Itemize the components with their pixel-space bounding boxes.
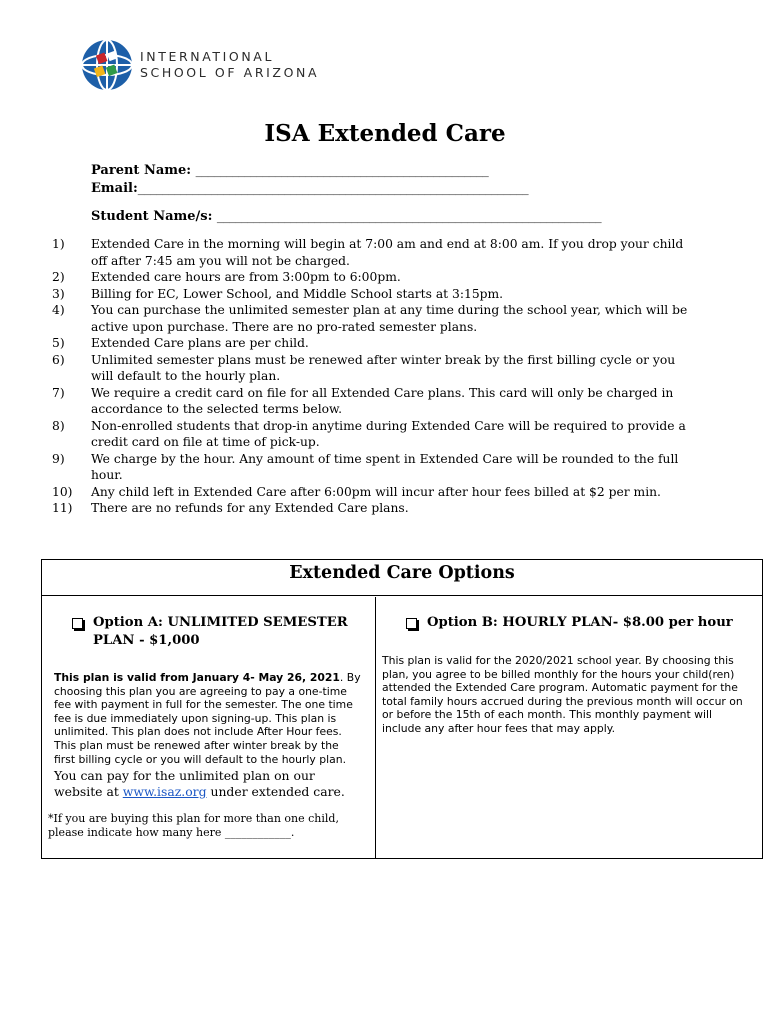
parent-name-field[interactable] — [91, 163, 488, 178]
rule-number: 1) — [52, 237, 65, 251]
email-label: Email: — [91, 181, 138, 196]
rule-item — [52, 451, 692, 484]
rule-item — [52, 335, 692, 352]
rule-item — [52, 500, 692, 517]
logo-line-1: INTERNATIONAL — [140, 49, 275, 64]
parent-name-label: Parent Name: — [91, 163, 196, 178]
globe-logo-icon — [80, 38, 134, 92]
options-heading: Extended Care Options — [42, 560, 762, 596]
option-b-cell — [376, 597, 762, 858]
rule-text: You can purchase the unlimited semester plan at any time during the school year, which will be active upon purchase. There are no pro-rated semester plans. — [91, 303, 688, 334]
option-b-title-text: Option B: HOURLY PLAN- $8.00 per hour — [427, 615, 733, 630]
rule-text: Any child left in Extended Care after 6:00pm will incur after hour fees billed at $2 per min. — [91, 484, 661, 499]
rule-text: Unlimited semester plans must be renewed after winter break by the first billing cycle or you will default to the hourly plan. — [91, 352, 676, 383]
rule-item — [52, 286, 692, 303]
rule-text: We charge by the hour. Any amount of time spent in Extended Care will be rounded to the full hour. — [91, 451, 679, 482]
rule-text: Extended Care in the morning will begin at 7:00 am and end at 8:00 am. If you drop your child off after 7:45 am you will not be charged. — [91, 237, 684, 268]
option-a-note: *If you are buying this plan for more than one child, please indicate how many here ____________. — [48, 812, 339, 839]
option-b-description: This plan is valid for the 2020/2021 school year. By choosing this plan, you agree to be billed monthly for the hours your child(ren) attended the Extended Care program. Automatic payment for the total family hours accrued during the previous month will occur on or before the 15th of each month. This monthly payment will include any after hour fees that may apply. — [382, 654, 743, 735]
rule-item — [52, 385, 692, 418]
rule-item — [52, 418, 692, 451]
rule-number: 11) — [52, 501, 73, 515]
rule-item — [52, 484, 692, 501]
student-names-field[interactable] — [91, 209, 601, 224]
rule-item — [52, 269, 692, 286]
rule-text: Extended Care plans are per child. — [91, 336, 309, 350]
rule-number: 10) — [52, 484, 73, 499]
rule-text: Extended care hours are from 3:00pm to 6:00pm. — [91, 270, 401, 284]
rule-text: There are no refunds for any Extended Care plans. — [91, 501, 409, 515]
student-names-label: Student Name/s: — [91, 209, 217, 224]
option-a-title-text: Option A: UNLIMITED SEMESTER PLAN - $1,000 — [93, 615, 348, 648]
rule-number: 4) — [52, 303, 65, 317]
school-logo — [80, 38, 319, 92]
parent-name-line[interactable]: ________________________________________________ — [195, 163, 489, 178]
option-a-pay-text: You can pay for the unlimited plan on our website at — [54, 768, 315, 800]
option-a-pay-line — [54, 768, 363, 800]
rule-number: 7) — [52, 385, 65, 400]
rule-number: 3) — [52, 286, 65, 301]
rule-text: Billing for EC, Lower School, and Middle School starts at 3:15pm. — [91, 286, 504, 301]
rule-number: 6) — [52, 352, 65, 367]
rule-text: Non-enrolled students that drop-in anytime during Extended Care will be required to provide a credit card on file at time of pick-up. — [91, 418, 686, 449]
option-a-cell — [42, 597, 376, 858]
rule-item — [52, 352, 692, 385]
option-a-lead: This plan is valid from January 4- May 26, 2021 — [54, 671, 340, 684]
rule-text: We require a credit card on file for all Extended Care plans. This card will only be charged in accordance to the selected terms below. — [91, 385, 674, 416]
rule-number: 5) — [52, 336, 65, 350]
rule-item — [52, 302, 692, 335]
option-a-checkbox-icon[interactable] — [72, 618, 83, 629]
email-field[interactable] — [91, 181, 528, 196]
rule-number: 9) — [52, 451, 65, 466]
option-a-pay-tail: under extended care. — [206, 784, 345, 800]
logo-line-2: SCHOOL OF ARIZONA — [140, 65, 320, 80]
option-a-description — [54, 671, 363, 800]
option-b-checkbox-icon[interactable] — [406, 618, 417, 629]
isaz-website-link[interactable]: www.isaz.org — [122, 784, 207, 800]
extended-care-options-table — [41, 559, 763, 859]
rule-number: 2) — [52, 270, 65, 284]
email-line[interactable]: ________________________________________________________________ — [137, 181, 529, 196]
rule-number: 8) — [52, 418, 65, 433]
option-a-title[interactable] — [72, 614, 361, 650]
option-a-body: . By choosing this plan you are agreeing to pay a one-time fee with payment in full for the semester. The one time fee is due immediately upon signing-up. This plan is unlimited. This plan does not include After Hour fees. This plan must be renewed after winter break by the first billing cycle or you will default to the hourly plan. — [54, 671, 361, 766]
rules-list — [52, 236, 692, 517]
page-title: ISA Extended Care — [264, 120, 506, 147]
rule-item — [52, 236, 692, 269]
option-b-title[interactable] — [406, 614, 752, 632]
student-names-line[interactable]: _______________________________________________________________ — [216, 209, 602, 224]
